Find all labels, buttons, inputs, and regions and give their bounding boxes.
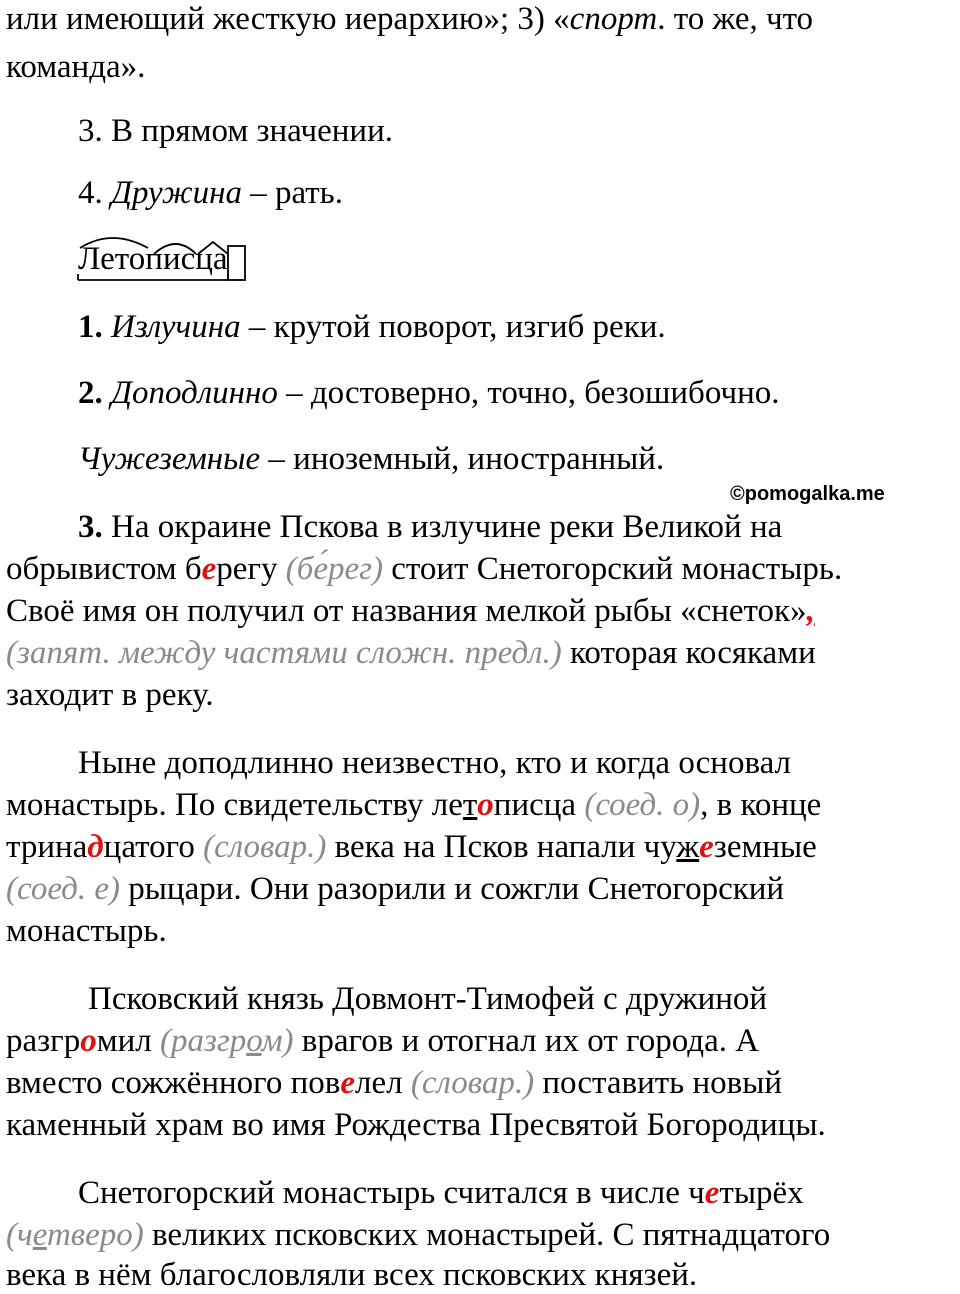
definition: – крутой поворот, изгиб реки. — [240, 309, 666, 345]
note: тверо) — [46, 1217, 144, 1253]
definition: – иноземный, иностранный. — [260, 441, 665, 477]
text-line: команда». — [6, 49, 146, 85]
parsed-word — [78, 240, 228, 278]
answer-4 — [78, 174, 343, 212]
note: (соед. е) — [6, 871, 120, 907]
note: (словар.) — [410, 1065, 535, 1101]
highlighted-letter: д — [87, 829, 104, 865]
note: (бе́рег) — [285, 551, 383, 587]
text-line: каменный храм во имя Рождества Пресвятой Богородицы. — [6, 1107, 826, 1143]
text-line: заходит в реку. — [6, 677, 214, 713]
highlighted-letter: е — [704, 1175, 720, 1211]
text-line: разгромил (разгром) врагов и отогнал их от города. А — [6, 1023, 760, 1059]
text-segment: или имеющий жесткую иерархию»; 3) « — [6, 1, 570, 37]
italic-term: спорт — [569, 1, 658, 37]
note-underlined-letter: е — [32, 1217, 47, 1253]
definition-2 — [78, 374, 779, 412]
text-line: 3. На окраине Пскова в излучине реки Великой на — [78, 509, 783, 545]
text-line: Снетогорский монастырь считался в числе четырёх — [78, 1175, 804, 1211]
number: 4. — [78, 175, 111, 211]
italic-term: Доподлинно — [111, 375, 278, 411]
definition-1 — [78, 308, 666, 346]
highlighted-letter: е — [340, 1065, 356, 1101]
note-underlined-letter: о — [246, 1023, 262, 1059]
definition: – рать. — [241, 175, 343, 211]
highlighted-letter: о — [477, 787, 494, 823]
italic-term: Чужеземные — [78, 441, 261, 477]
text-line: монастырь. — [6, 913, 167, 949]
note: (соед. о) — [584, 787, 701, 823]
watermark: ©pomogalka.me — [730, 483, 885, 505]
text-segment: . то же, что — [657, 1, 814, 37]
text-line: вместо сожжённого повелел (словар.) поставить новый — [6, 1065, 783, 1101]
text-line: Своё имя он получил от названия мелкой рыбы «снеток», — [6, 593, 815, 629]
answer-3: 3. В прямом значении. — [78, 113, 393, 149]
highlighted-letter: е — [201, 551, 217, 587]
italic-term: Излучина — [111, 309, 241, 345]
highlighted-letter: е — [699, 829, 714, 865]
note: (словар.) — [203, 829, 327, 865]
highlighted-comma: , — [806, 593, 815, 629]
text-line: тринадцатого (словар.) века на Псков напали чужеземные — [6, 829, 817, 865]
note: (разгр — [159, 1023, 247, 1059]
number: 2. — [78, 375, 103, 411]
ending-box — [228, 246, 245, 280]
text-line: века в нём благословляли всех псковских князей. — [6, 1257, 698, 1293]
text-line: (соед. е) рыцари. Они разорили и сожгли Снетогорский — [6, 871, 785, 907]
note: м) — [261, 1023, 294, 1059]
text-line: (запят. между частями сложн. предл.) которая косяками — [6, 635, 816, 671]
definition: – достоверно, точно, безошибочно. — [277, 375, 780, 411]
italic-term: Дружина — [111, 175, 242, 211]
underlined-letter: ж — [676, 829, 700, 865]
text-line: (четверо) великих псковских монастырей. С пятнадцатого — [6, 1217, 831, 1253]
underlined-letter: т — [462, 787, 478, 823]
number: 3. — [78, 509, 103, 545]
text-line — [6, 0, 813, 38]
word-stem: Летописц — [78, 241, 213, 277]
note: (ч — [6, 1217, 33, 1253]
note: (запят. между частями сложн. предл.) — [6, 635, 562, 671]
highlighted-letter: о — [80, 1023, 97, 1059]
word-ending: а — [212, 241, 228, 277]
number: 1. — [78, 309, 103, 345]
text-line: Ныне доподлинно неизвестно, кто и когда основал — [78, 745, 791, 781]
definition-3 — [78, 440, 664, 478]
text-line: обрывистом берегу (бе́рег) стоит Снетогорский монастырь. — [6, 551, 843, 587]
text-line: Псковский князь Довмонт-Тимофей с дружиной — [88, 981, 768, 1017]
text-line: монастырь. По свидетельству летописца (соед. о), в конце — [6, 787, 822, 823]
